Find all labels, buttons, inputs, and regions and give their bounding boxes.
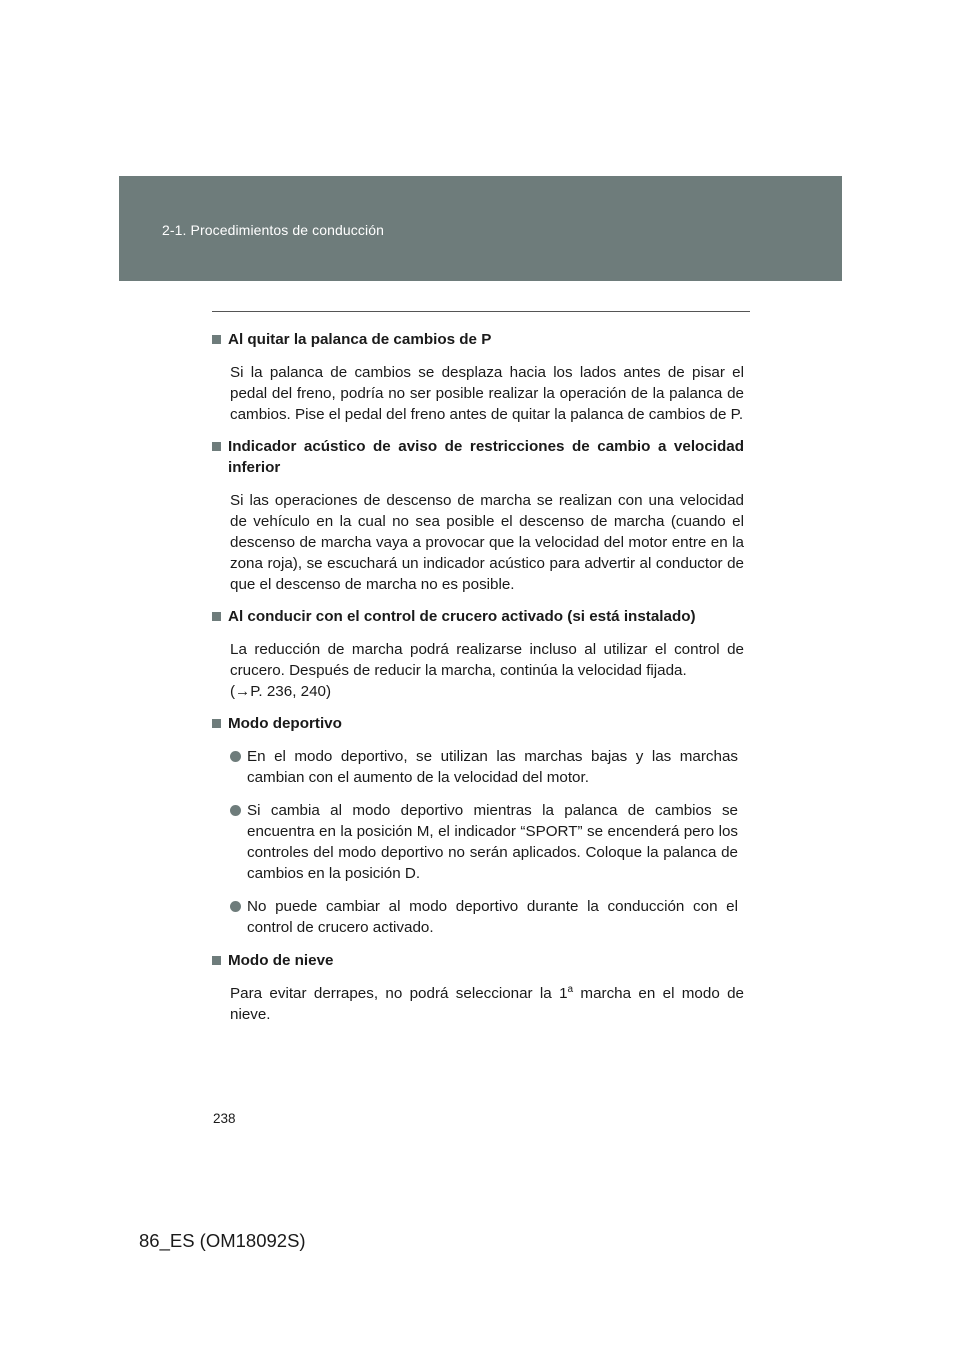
page-reference-link[interactable]: (→P. 236, 240) <box>230 683 332 700</box>
square-bullet-icon <box>212 442 221 451</box>
paragraph-quitar-palanca: Si la palanca de cambios se desplaza hacia los lados antes de pisar el pedal del freno, podría no ser posible realizar la operación de la palanca de cambios. Pise el pedal del freno antes de quitar la palanca de cambios de P. <box>230 364 744 423</box>
list-item: Si cambia al modo deportivo mientras la palanca de cambios se encuentra en la posición M, el indicador “SPORT” se encenderá pero los controles del modo deportivo no serán aplicados. Coloque la palanca de cambios en la posición D. <box>230 800 738 884</box>
square-bullet-icon <box>212 612 221 621</box>
paragraph-modo-nieve: Para evitar derrapes, no podrá seleccionar la 1$^a$ marcha en el modo de nieve. <box>230 983 744 1023</box>
top-divider <box>212 311 750 312</box>
page-content <box>212 329 744 1036</box>
list-item: No puede cambiar al modo deportivo durante la conducción con el control de crucero activado. <box>230 896 738 938</box>
square-bullet-icon <box>212 335 221 344</box>
round-bullet-icon <box>230 751 241 762</box>
round-bullet-icon <box>230 901 241 912</box>
list-item: En el modo deportivo, se utilizan las marchas bajas y las marchas cambian con el aumento de la velocidad del motor. <box>230 746 738 788</box>
document-code: 86_ES (OM18092S) <box>139 1230 306 1251</box>
square-bullet-icon <box>212 956 221 965</box>
round-bullet-icon <box>230 805 241 816</box>
heading-quitar-palanca: Al quitar la palanca de cambios de P <box>212 329 744 350</box>
page-number: 238 <box>213 1111 236 1126</box>
heading-modo-deportivo: Modo deportivo <box>212 713 744 734</box>
paragraph-control-crucero: La reducción de marcha podrá realizarse incluso al utilizar el control de crucero. Después de reducir la marcha, continúa la velocidad fijada. (→P. 236, 240) <box>230 641 744 700</box>
heading-control-crucero: Al conducir con el control de crucero activado (si está instalado) <box>212 606 744 627</box>
paragraph-indicador-acustico: Si las operaciones de descenso de marcha se realizan con una velocidad de vehículo en la cual no sea posible el descenso de marcha (cuando el descenso de marcha vaya a provocar que la velocidad del motor entre en la zona roja), se escuchará un indicador acústico para advertir al conductor de que el descenso de marcha no es posible. <box>230 492 744 593</box>
ordinal-superscript: a <box>567 983 574 995</box>
section-title: 2-1. Procedimientos de conducción <box>162 222 384 238</box>
section-header-band <box>119 176 842 281</box>
heading-modo-nieve: Modo de nieve <box>212 950 744 971</box>
square-bullet-icon <box>212 719 221 728</box>
heading-indicador-acustico: Indicador acústico de aviso de restricciones de cambio a velocidad inferior <box>212 436 744 478</box>
